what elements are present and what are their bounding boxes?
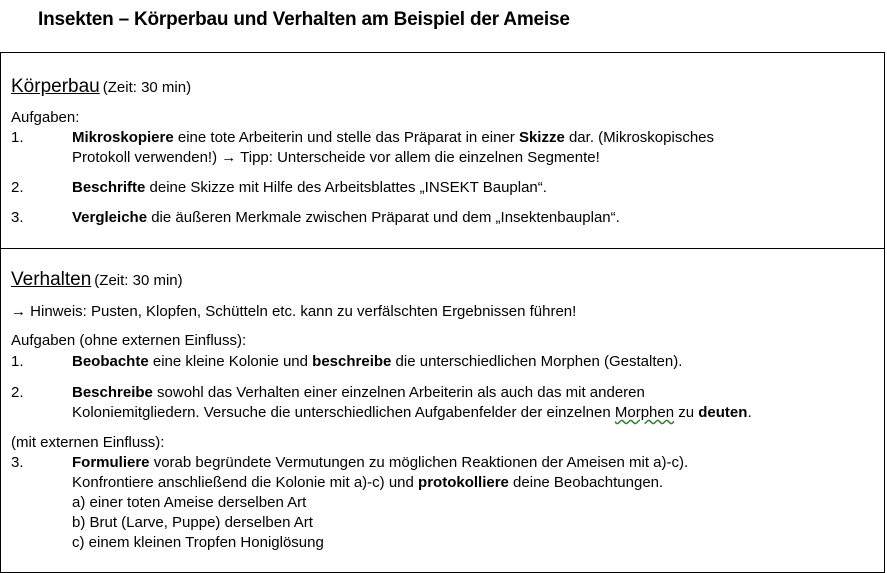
sub-item: b) Brut (Larve, Puppe) derselben Art — [72, 514, 313, 531]
task-text: deine Beobachtungen. — [508, 474, 664, 491]
task-keyword: deuten — [698, 404, 748, 421]
task-number: 3. — [11, 209, 24, 226]
task-text-line — [72, 129, 714, 146]
task-text-line — [72, 404, 752, 421]
task-verb: Beobachte — [72, 353, 149, 370]
task-number: 2. — [11, 384, 24, 401]
sub-item: c) einem kleinen Tropfen Honiglösung — [72, 534, 324, 551]
task-verb: Mikroskopiere — [72, 129, 174, 146]
task-verb: Formuliere — [72, 454, 150, 471]
time-note: (Zeit: 30 min) — [94, 272, 183, 289]
task-text: Konfrontiere anschließend die Kolonie mit a)-c) und — [72, 474, 419, 491]
task-text: die unterschiedlichen Morphen (Gestalten). — [391, 353, 683, 370]
task-text: Koloniemitgliedern. Versuche die unterschiedlichen Aufgabenfelder der einzelnen — [72, 404, 615, 421]
task-number: 1. — [11, 129, 24, 146]
task-text: vorab begründete Vermutungen zu möglichen Reaktionen der Ameisen mit a)-c). — [149, 454, 689, 471]
sub-item: a) einer toten Ameise derselben Art — [72, 494, 307, 511]
task-text: die äußeren Merkmale zwischen Präparat und dem „Insektenbauplan“. — [147, 209, 620, 226]
heading-text: Körperbau — [11, 76, 100, 97]
task-text-line: Protokoll verwenden!) → Tipp: Unterscheide vor allem die einzelnen Segmente! — [72, 149, 600, 166]
task-text: eine kleine Kolonie und — [148, 353, 313, 370]
section-verhalten — [0, 248, 885, 573]
task-text: deine Skizze mit Hilfe des Arbeitsblattes „INSEKT Bauplan“. — [145, 179, 547, 196]
task-text: . — [747, 404, 752, 421]
page-title: Insekten – Körperbau und Verhalten am Beispiel der Ameise — [38, 9, 570, 30]
hint-text: → Hinweis: Pusten, Klopfen, Schütteln etc. kann zu verfälschten Ergebnissen führen! — [11, 303, 577, 320]
task-text: zu — [674, 404, 699, 421]
section-heading — [11, 269, 183, 291]
task-verb: Beschrifte — [72, 179, 146, 196]
task-text-line — [72, 209, 620, 226]
task-number: 2. — [11, 179, 24, 196]
task-text-line — [72, 454, 688, 471]
task-text: dar. (Mikroskopisches — [564, 129, 715, 146]
task-keyword: protokolliere — [418, 474, 509, 491]
spellcheck-word: Morphen — [614, 404, 675, 421]
task-verb: Vergleiche — [72, 209, 148, 226]
tasks-label: Aufgaben: — [11, 109, 80, 126]
tasks-label: Aufgaben (ohne externen Einfluss): — [11, 332, 247, 349]
task-text: sowohl das Verhalten einer einzelnen Arbeiterin als auch das mit anderen — [152, 384, 645, 401]
heading-text: Verhalten — [11, 269, 92, 290]
task-text-line — [72, 474, 663, 491]
task-keyword: Skizze — [518, 129, 565, 146]
task-number: 3. — [11, 454, 24, 471]
task-text: eine tote Arbeiterin und stelle das Präparat in einer — [173, 129, 519, 146]
task-keyword: beschreibe — [312, 353, 392, 370]
section-koerperbau — [0, 52, 885, 249]
ext-label: (mit externen Einfluss): — [11, 434, 165, 451]
task-text-line — [72, 384, 645, 401]
task-verb: Beschreibe — [72, 384, 153, 401]
task-text-line — [72, 353, 682, 370]
time-note: (Zeit: 30 min) — [102, 79, 192, 96]
task-text-line — [72, 179, 547, 196]
task-number: 1. — [11, 353, 24, 370]
section-heading — [11, 76, 191, 98]
